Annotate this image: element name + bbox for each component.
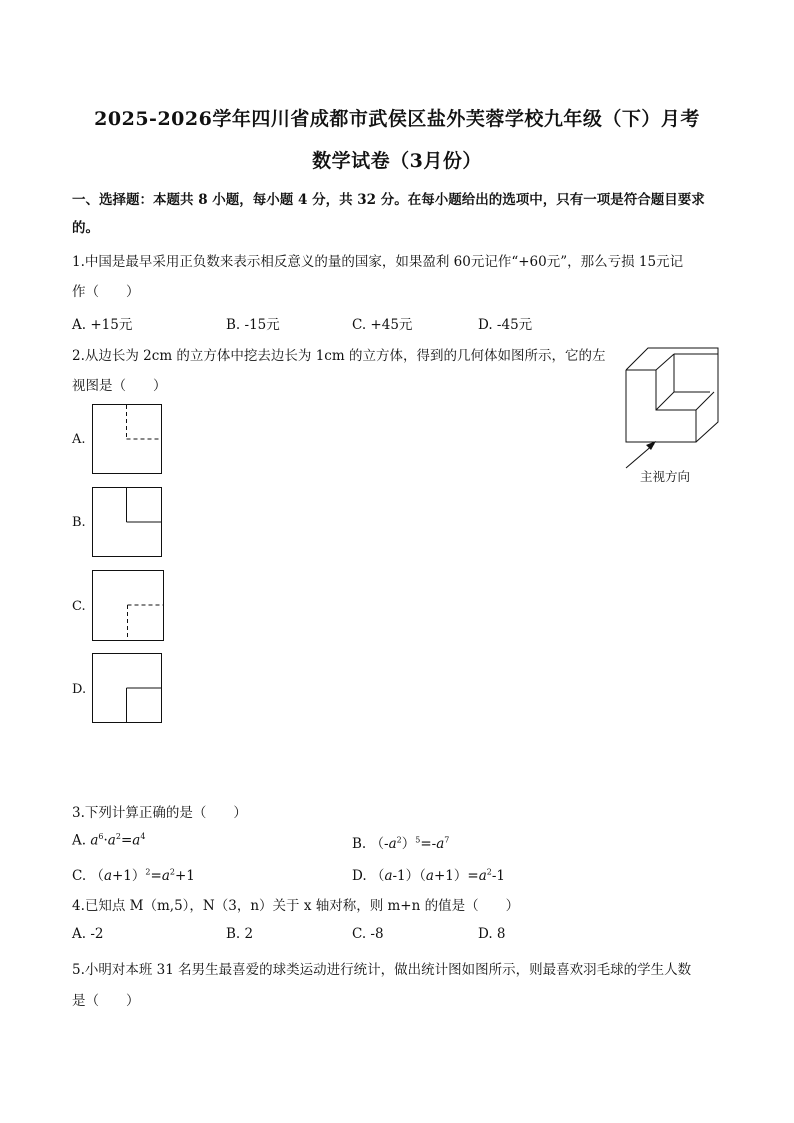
q1-stem-line2: 作（ ） xyxy=(72,284,140,300)
section1-instructions-line1: 一、选择题：本题共 8 小题，每小题 4 分，共 32 分。在每小题给出的选项中，只有一项是符合题目要求 xyxy=(72,192,705,208)
q5-stem-line1: 5.小明对本班 31 名男生最喜爱的球类运动进行统计，做出统计图如图所示，则最喜欢羽毛球的学生人数 xyxy=(72,962,692,978)
q3-option-d: D. $(a-1)(a+1)=a^2-1$ xyxy=(352,867,505,884)
q3-option-a: A. $a^6\cdot a^2=a^4$ xyxy=(72,832,146,849)
q4-stem: 4.已知点 M（m,5），N（3，n）关于 x 轴对称，则 m+n 的值是（ ） xyxy=(72,898,520,914)
q4-option-d: D. 8 xyxy=(478,926,506,942)
q2-option-c-label: C. xyxy=(72,599,86,614)
exam-title-line1: 2025-2026学年四川省成都市武侯区盐外芙蓉学校九年级（下）月考 xyxy=(94,108,700,130)
section1-instructions-line2: 的。 xyxy=(72,220,99,236)
q1-option-d: D. -45元 xyxy=(478,317,533,333)
q2-option-b-label: B. xyxy=(72,515,86,530)
q2-option-d-label: D. xyxy=(72,682,87,697)
q2-option-b-figure xyxy=(92,487,164,559)
q3-stem: 3.下列计算正确的是（ ） xyxy=(72,805,247,821)
q5-stem-line2: 是（ ） xyxy=(72,993,140,1009)
q1-option-b: B. -15元 xyxy=(226,317,280,333)
q3-option-b: B. $(-a^2)^5=-a^7$ xyxy=(352,835,450,852)
q2-option-a-figure xyxy=(92,404,164,476)
q2-option-d-figure xyxy=(92,653,164,725)
q2-stem-line1: 2.从边长为 2cm 的立方体中挖去边长为 1cm 的立方体，得到的几何体如图所示，它的左 xyxy=(72,348,606,364)
q1-option-a: A. +15元 xyxy=(72,317,133,333)
q4-option-b: B. 2 xyxy=(226,926,254,942)
q2-figure-caption: 主视方向 xyxy=(640,469,691,484)
exam-title-line2: 数学试卷（3月份） xyxy=(312,150,482,172)
q1-option-c: C. +45元 xyxy=(352,317,413,333)
q2-stem-line2: 视图是（ ） xyxy=(72,378,167,394)
q3-option-c: C. $(a+1)^2=a^2+1$ xyxy=(72,867,195,884)
q2-option-a-label: A. xyxy=(72,432,86,447)
q2-option-c-figure xyxy=(92,570,166,642)
q4-option-a: A. -2 xyxy=(72,926,104,942)
q1-stem-line1: 1.中国是最早采用正负数来表示相反意义的量的国家，如果盈利 60元记作“+60元”，那么亏损 15元记 xyxy=(72,254,684,270)
q4-option-c: C. -8 xyxy=(352,926,384,942)
